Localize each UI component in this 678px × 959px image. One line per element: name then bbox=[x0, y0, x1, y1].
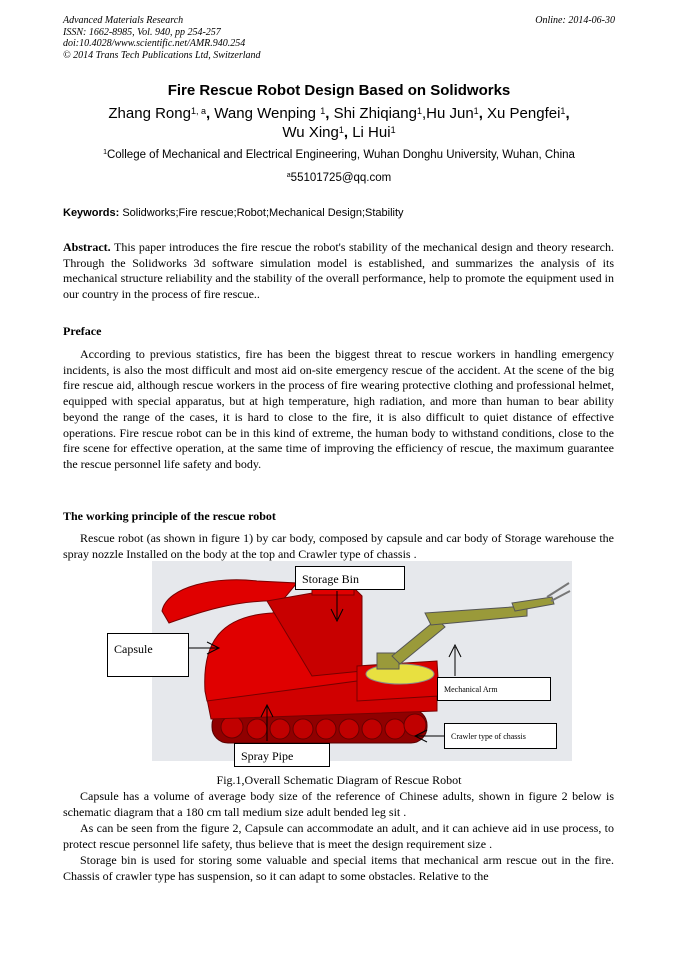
doi-line: doi:10.4028/www.scientific.net/AMR.940.254 bbox=[63, 38, 246, 49]
author-name: Xu Pengfei bbox=[487, 105, 561, 122]
capsule-accommodation-paragraph: As can be seen from the figure 2, Capsule can accommodate an adult, and it can achieve aid in use process, to protect rescue personnel life safety, thus believe that is meet the design requirement size . bbox=[63, 821, 614, 851]
author-name: Wang Wenping bbox=[214, 105, 317, 122]
author-sup: 1 bbox=[338, 125, 344, 135]
email-sup: a bbox=[286, 172, 291, 179]
author-sup: 1 bbox=[390, 125, 396, 135]
label-storage-bin: Storage Bin bbox=[295, 566, 405, 590]
storage-bin-paragraph: Storage bin is used for storing some valuable and special items that mechanical arm rescue out in the fire. Chassis of crawler type has suspension, so it can adapt to some obstacles. Relative to the bbox=[63, 853, 614, 883]
issn-line: ISSN: 1662-8985, Vol. 940, pp 254-257 bbox=[63, 26, 221, 38]
author-name: Shi Zhiqiang bbox=[333, 105, 417, 122]
author-name: Zhang Rong bbox=[108, 105, 191, 122]
abstract bbox=[63, 240, 614, 303]
journal-name: Advanced Materials Research bbox=[63, 15, 184, 26]
email-address[interactable]: 55101725@qq.com bbox=[290, 172, 392, 184]
section-heading-working-principle: The working principle of the rescue robot bbox=[63, 509, 276, 523]
section-heading-preface: Preface bbox=[63, 324, 102, 338]
author-sup: 1 bbox=[473, 106, 479, 116]
author-sup: 1 bbox=[320, 106, 326, 116]
paper-title: Fire Rescue Robot Design Based on Solidworks bbox=[167, 82, 511, 99]
abstract-label: Abstract. bbox=[63, 240, 111, 254]
affiliation bbox=[0, 149, 678, 161]
author-name: Li Hui bbox=[352, 124, 391, 141]
figure-caption: Fig.1,Overall Schematic Diagram of Rescue Robot bbox=[216, 773, 462, 787]
working-principle-paragraph: Rescue robot (as shown in figure 1) by car body, composed by capsule and car body of Storage warehouse the spray nozzle Installed on the body at the top and Crawler type of chassis . bbox=[63, 531, 614, 561]
author-sup: 1, a bbox=[190, 106, 206, 116]
keywords bbox=[63, 207, 404, 219]
author-sup: 1 bbox=[416, 106, 422, 116]
email[interactable] bbox=[0, 172, 678, 184]
arm-base-platform bbox=[366, 664, 434, 684]
label-mechanical-arm: Mechanical Arm bbox=[437, 677, 551, 701]
online-date: Online: 2014-06-30 bbox=[535, 15, 615, 26]
abstract-text: This paper introduces the fire rescue the robot's stability of the mechanical design and theory research. Through the Solidworks 3d software simulation model is established, and summarizes the analysis of its mechanical structure reliability and the stability of the overall performance, help to promote the equipment used in our country in the process of fire rescue.. bbox=[63, 240, 614, 302]
keywords-label: Keywords: bbox=[63, 207, 120, 219]
keywords-text: Solidworks;Fire rescue;Robot;Mechanical Design;Stability bbox=[122, 207, 404, 219]
author-name: Hu Jun bbox=[426, 105, 474, 122]
author-name: Wu Xing bbox=[282, 124, 339, 141]
capsule-paragraph: Capsule has a volume of average body size of the reference of Chinese adults, shown in figure 2 below is schematic diagram that a 180 cm tall medium size adult bended leg sit . bbox=[63, 789, 614, 819]
affiliation-sup: 1 bbox=[103, 149, 107, 156]
author-list: Zhang Rong$^{1, a}$, Wang Wenping $^1$, Shi Zhiqiang$^1$,Hu Jun$^1$, Xu Pengfei$^1$, Wu Xing$^1$, Li Hui$^1$ bbox=[108, 105, 570, 141]
author-sup: 1 bbox=[560, 106, 566, 116]
figure-1 bbox=[107, 561, 572, 766]
copyright-line: © 2014 Trans Tech Publications Ltd, Switzerland bbox=[63, 49, 261, 61]
preface-paragraph: According to previous statistics, fire has been the biggest threat to rescue workers in handling emergency incidents, is also the most difficult and most aid on-site emergency rescue of the accident. At the scene of the big fire rescue aid, although rescue workers in the process of fire wearing protective clothing and professional helmet, equipped with special apparatus, but at high temperature, high radiation, and more than human to bear ability beyond the range of the cases, it is hard to close to the fire, it is also difficult to quiet distance of effective operations. Fire rescue robot can be in this kind of extreme, the human body to withstand conditions, close to the fire scene for effective operation, at the same time of improving the efficiency of rescue, the maximum guarantee the rescue personnel life safety and body. bbox=[63, 347, 614, 471]
journal-header bbox=[63, 15, 261, 61]
affiliation-text: College of Mechanical and Electrical Engineering, Wuhan Donghu University, Wuhan, China bbox=[106, 149, 575, 161]
label-spray-pipe: Spray Pipe bbox=[234, 743, 330, 767]
label-capsule: Capsule bbox=[107, 633, 189, 677]
label-crawler-chassis: Crawler type of chassis bbox=[444, 723, 557, 749]
